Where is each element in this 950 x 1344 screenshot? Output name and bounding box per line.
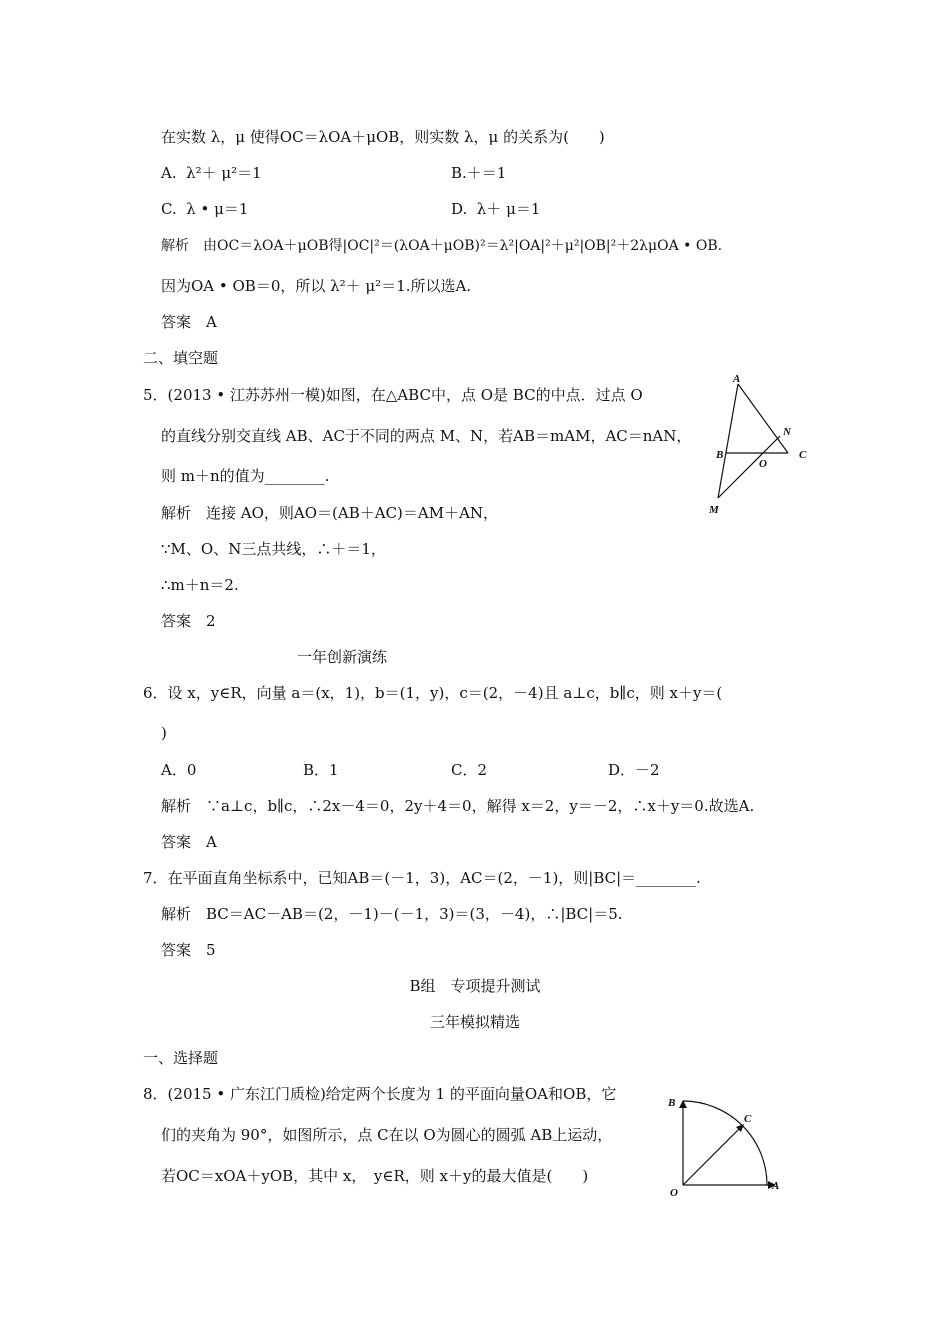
line-AC bbox=[738, 384, 788, 453]
q8-line-3: 若OC＝xOA＋yOB，其中 x， y∈R，则 x＋y的最大值是( ) bbox=[161, 1167, 589, 1185]
section-fill-blank: 二、填空题 bbox=[143, 349, 219, 367]
q8-arc-figure bbox=[664, 1088, 794, 1200]
label-O: O bbox=[670, 1187, 678, 1199]
q6-line-2: ) bbox=[161, 724, 167, 742]
q5-line-3: 则 m＋n的值为________. bbox=[161, 467, 330, 485]
q6-option-b: B．1 bbox=[303, 761, 339, 779]
q4-analysis-1: 解析 由OC＝λOA＋μOB得|OC|²＝(λOA＋μOB)²＝λ²|OA|²＋μ²|OB|²＋2λμOA • OB. bbox=[161, 238, 723, 254]
q4-answer: 答案 A bbox=[161, 313, 217, 331]
label-A: A bbox=[733, 373, 741, 385]
q6-line-1: 6．设 x，y∈R，向量 a＝(x，1)，b＝(1，y)，c＝(2，－4)且 a⊥c，b∥c，则 x＋y＝( bbox=[143, 684, 723, 702]
q5-line-1: 5．(2013 • 江苏苏州一模)如图，在△ABC中，点 O是 BC的中点．过点 O bbox=[143, 386, 643, 404]
section-choice: 一、选择题 bbox=[143, 1049, 219, 1067]
q5-line-2: 的直线分别交直线 AB、AC于不同的两点 M、N，若AB＝mAM，AC＝nAN， bbox=[161, 427, 692, 445]
label-B: B bbox=[716, 449, 724, 461]
heading-group-b: B组 专项提升测试 bbox=[409, 977, 541, 995]
q7-analysis: 解析 BC＝AC－AB＝(2，－1)－(－1，3)＝(3，－4)，∴|BC|＝5. bbox=[161, 905, 623, 923]
heading-three-years: 三年模拟精选 bbox=[429, 1013, 520, 1031]
q6-option-c: C．2 bbox=[451, 761, 488, 779]
q4-option-c: C. λ • μ＝1 bbox=[161, 200, 249, 218]
q5-answer: 答案 2 bbox=[161, 612, 216, 630]
heading-innovation: 一年创新演练 bbox=[297, 648, 388, 666]
label-O: O bbox=[759, 458, 767, 470]
label-C: C bbox=[744, 1113, 752, 1125]
q5-triangle-figure bbox=[700, 368, 820, 520]
q4-stem: 在实数 λ，μ 使得OC＝λOA＋μOB，则实数 λ，μ 的关系为( ) bbox=[161, 128, 605, 146]
q8-line-2: 们的夹角为 90°，如图所示，点 C在以 O为圆心的圆弧 AB上运动， bbox=[161, 1126, 613, 1144]
q5-analysis-2: ∵M、O、N三点共线，∴＋＝1， bbox=[161, 540, 386, 558]
q6-analysis: 解析 ∵a⊥c，b∥c，∴2x－4＝0，2y＋4＝0，解得 x＝2，y＝－2，∴x＋y＝0.故选A. bbox=[161, 797, 755, 815]
q8-line-1: 8．(2015 • 广东江门质检)给定两个长度为 1 的平面向量OA和OB，它 bbox=[143, 1085, 617, 1103]
q4-option-a: A. λ²＋ μ²＝1 bbox=[161, 164, 262, 182]
q6-option-a: A．0 bbox=[161, 761, 197, 779]
q4-analysis-2: 因为OA • OB＝0，所以 λ²＋ μ²＝1.所以选A. bbox=[161, 277, 472, 295]
q5-analysis-1: 解析 连接 AO，则AO＝(AB＋AC)＝AM＋AN， bbox=[161, 504, 499, 522]
q4-option-b: B.＋＝1 bbox=[451, 164, 507, 182]
q4-option-d: D. λ＋ μ＝1 bbox=[451, 200, 541, 218]
label-B: B bbox=[668, 1097, 676, 1109]
q7-stem: 7．在平面直角坐标系中，已知AB＝(－1，3)，AC＝(2，－1)，则|BC|＝________. bbox=[143, 869, 701, 887]
q6-option-d: D．－2 bbox=[608, 761, 660, 779]
q5-analysis-3: ∴m＋n＝2. bbox=[161, 576, 239, 594]
vector-OC bbox=[683, 1126, 742, 1185]
q6-answer: 答案 A bbox=[161, 833, 217, 851]
label-N: N bbox=[783, 426, 791, 438]
label-M: M bbox=[709, 504, 719, 516]
label-C: C bbox=[799, 449, 807, 461]
label-A: A bbox=[772, 1180, 780, 1192]
q7-answer: 答案 5 bbox=[161, 941, 216, 959]
